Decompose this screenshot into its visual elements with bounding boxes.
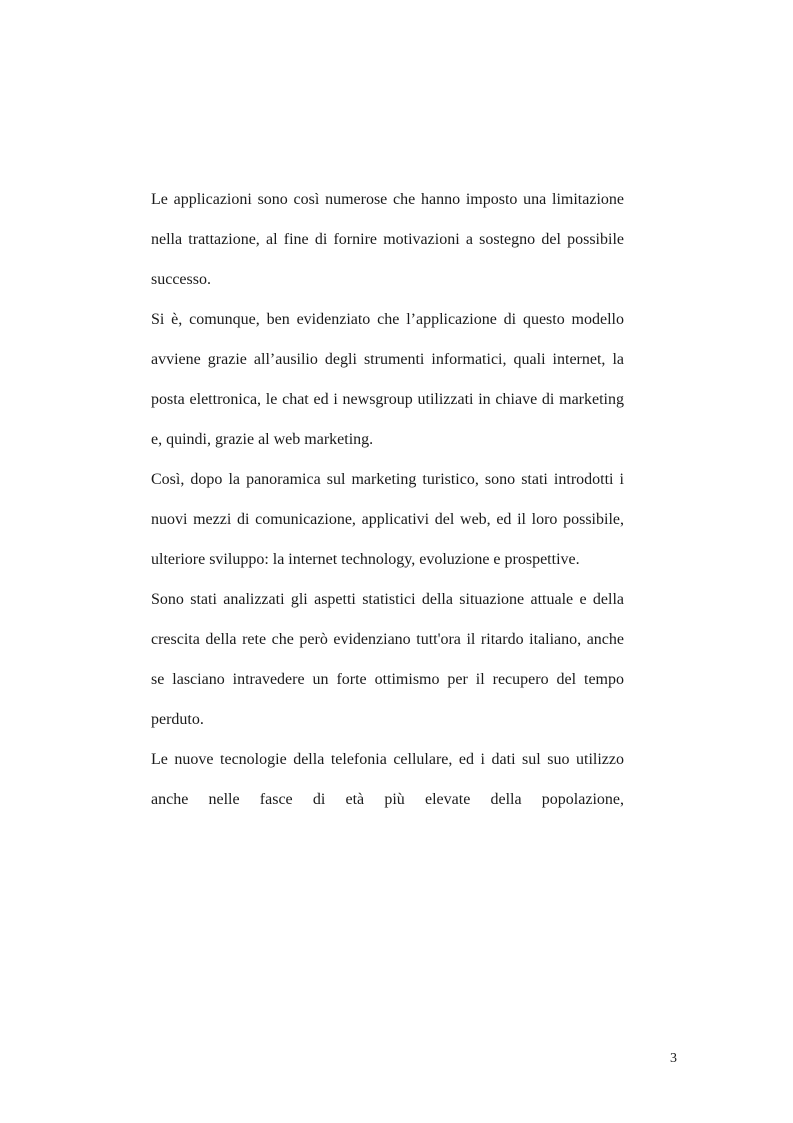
paragraph-1: Le applicazioni sono così numerose che hanno imposto una limitazione nella trattazione, al fine di fornire motivazioni a sostegno del possibile successo. bbox=[151, 191, 624, 288]
page-number: 3 bbox=[670, 1051, 677, 1066]
paragraph-3: Così, dopo la panoramica sul marketing turistico, sono stati introdotti i nuovi mezzi di comunicazione, applicativi del web, ed il loro possibile, ulteriore sviluppo: la internet technology, evoluzione e prospettive. bbox=[151, 471, 624, 568]
body-text bbox=[151, 180, 624, 820]
paragraph-5: Le nuove tecnologie della telefonia cellulare, ed i dati sul suo utilizzo anche nelle fasce di età più elevate della popolazione, bbox=[151, 751, 624, 808]
paragraph-4: Sono stati analizzati gli aspetti statistici della situazione attuale e della crescita della rete che però evidenziano tutt'ora il ritardo italiano, anche se lasciano intravedere un forte ottimismo per il recupero del tempo perduto. bbox=[151, 591, 624, 728]
paragraph-2: Si è, comunque, ben evidenziato che l’applicazione di questo modello avviene grazie all’ausilio degli strumenti informatici, quali internet, la posta elettronica, le chat ed i newsgroup utilizzati in chiave di marketing e, quindi, grazie al web marketing. bbox=[151, 311, 624, 448]
